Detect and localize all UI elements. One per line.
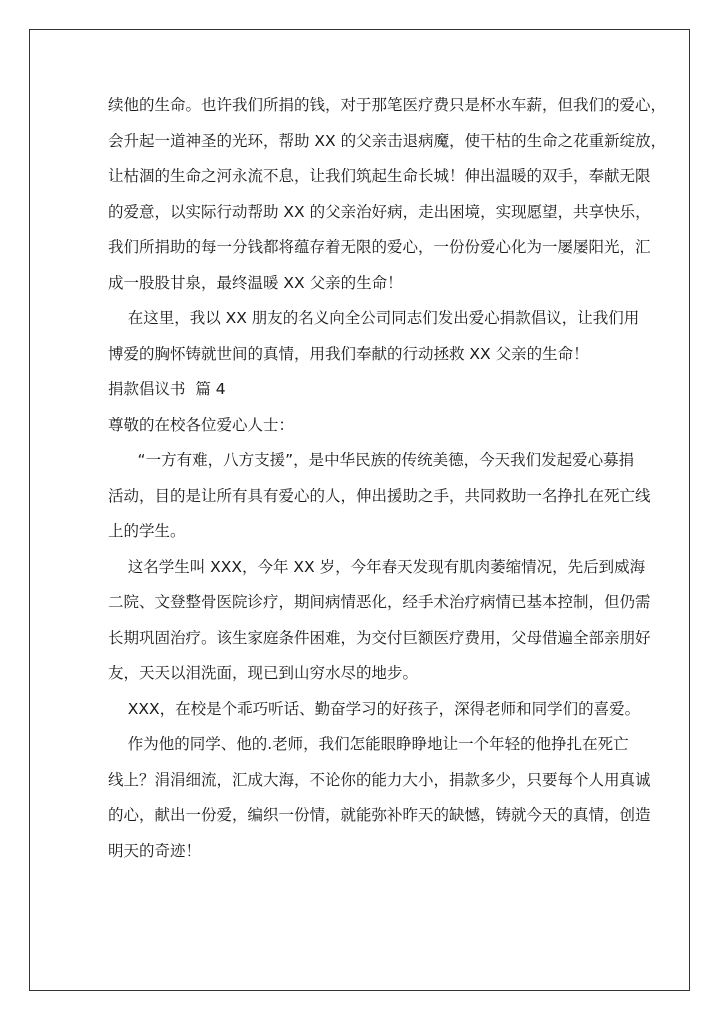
text-line: 活动，目的是让所有具有爱心的人，伸出援助之手，共同救助一名挣扎在死亡线: [108, 486, 651, 505]
text-line: 我们所捐助的每一分钱都将蕴存着无限的爱心，一份份爱心化为一屡屡阳光，汇: [108, 238, 651, 256]
text-line: 明天的奇迹！: [108, 841, 202, 860]
text-line: 会升起一道神圣的光环，帮助 XX 的父亲击退病魔，使干枯的生命之花重新绽放，: [108, 131, 667, 150]
text-line: 续他的生命。也许我们所捐的钱，对于那笔医疗费只是杯水车薪，但我们的爱心，: [108, 96, 667, 114]
text-line: 博爱的胸怀铸就世间的真情，用我们奉献的行动拯救 XX 父亲的生命！: [108, 344, 589, 363]
text-line: 友，天天以泪洗面，现已到山穷水尽的地步。: [108, 664, 419, 682]
text-line: 上的学生。: [108, 522, 186, 540]
text-line: 二院、文登整骨医院诊疗，期间病情恶化，经手术治疗病情已基本控制，但仍需: [108, 593, 651, 611]
text-line: 作为他的同学、他的.老师，我们怎能眼睁睁地让一个年轻的他挣扎在死亡: [108, 735, 629, 753]
text-line: XXX，在校是个乖巧听话、勤奋学习的好孩子，深得老师和同学们的喜爱。: [108, 699, 641, 718]
salutation: 尊敬的在校各位爱心人士：: [108, 415, 295, 434]
text-line: “一方有难，八方支援”，是中华民族的传统美德，今天我们发起爱心募捐: [108, 451, 635, 469]
text-line: 的爱意，以实际行动帮助 XX 的父亲治好病，走出困境，实现愿望，共享快乐，: [108, 202, 651, 221]
text-line: 的心，献出一份爱，编织一份情，就能弥补昨天的缺憾，铸就今天的真情，创造: [108, 806, 651, 824]
text-line: 长期巩固治疗。该生家庭条件困难，为交付巨额医疗费用，父母借遍全部亲朋好: [108, 628, 651, 647]
text-line: 这名学生叫 XXX，今年 XX 岁，今年春天发现有肌肉萎缩情况，先后到威海: [108, 557, 646, 576]
text-line: 成一股股甘泉，最终温暖 XX 父亲的生命！: [108, 273, 403, 292]
text-line: 让枯涸的生命之河永流不息，让我们筑起生命长城！伸出温暖的双手，奉献无限: [108, 167, 651, 185]
text-line: 在这里，我以 XX 朋友的名义向全公司同志们发出爱心捐款倡议，让我们用: [108, 309, 640, 327]
text-line: 线上？涓涓细流，汇成大海，不论你的能力大小，捐款多少，只要每个人用真诚: [108, 770, 651, 789]
document-body: [108, 88, 667, 869]
section-heading: 捐款倡议书 篇 4: [108, 380, 226, 398]
